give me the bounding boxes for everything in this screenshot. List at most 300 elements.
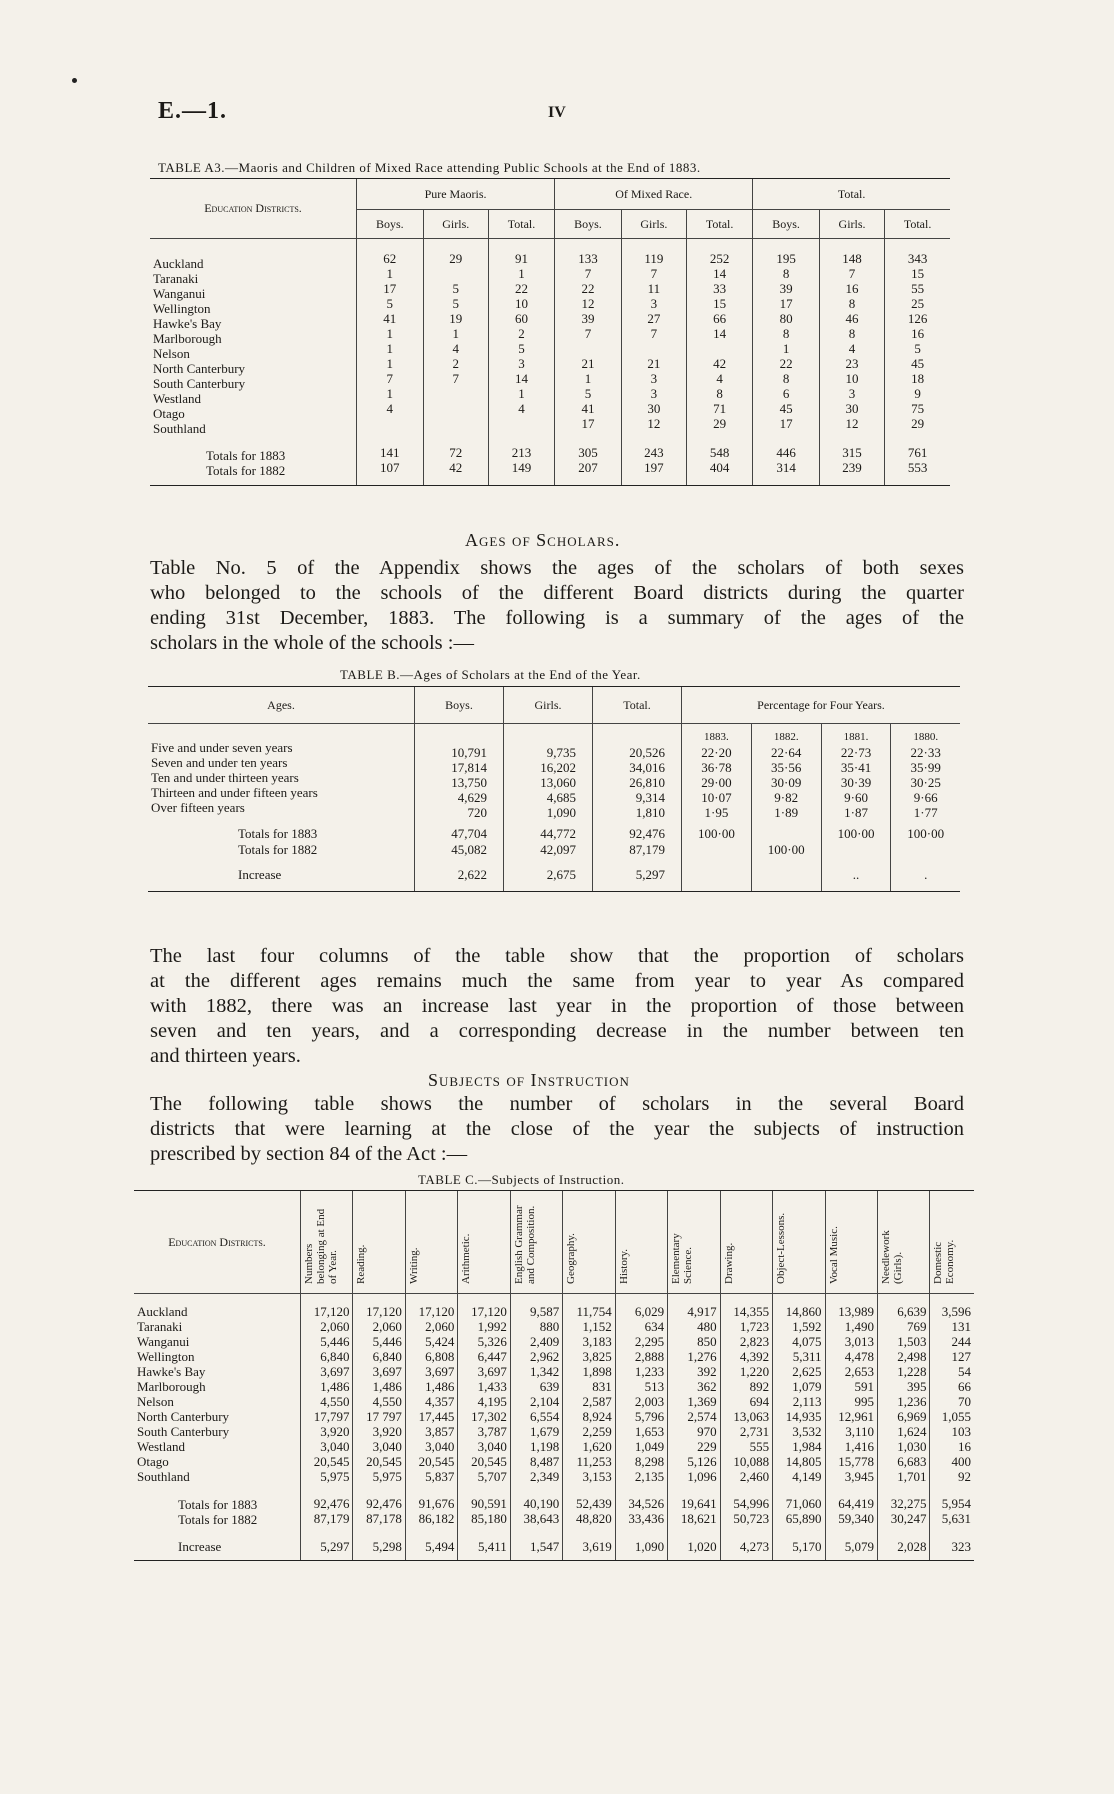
subject-value: 14,860 [785, 1304, 822, 1319]
district-name-value: Nelson [137, 1394, 174, 1409]
a3-mixGirls-value: 3 [650, 386, 658, 401]
subject-value: 1,228 [897, 1364, 927, 1379]
a3-pureBoys-value: 62 [383, 251, 397, 266]
b-p1882-value: 30·09 [771, 774, 802, 790]
subject-value: 1,049 [634, 1439, 665, 1454]
a3-pureBoys-value: 1 [386, 326, 394, 341]
a3-mixTotal-value: 42 [713, 356, 727, 371]
subjects-heading: Subjects of Instruction [428, 1070, 630, 1090]
subject-value: 850 [697, 1334, 717, 1349]
b-total-value: 9,314 [635, 790, 665, 805]
totals-value: 32,275 [890, 1496, 927, 1511]
a3-mixGirls-value: 27 [647, 311, 661, 326]
subject-value: 3,183 [582, 1334, 612, 1349]
district-name-value: Auckland [137, 1304, 188, 1319]
page-number: IV [548, 104, 566, 121]
table-c-caption: TABLE C.—Subjects of Instruction. [418, 1172, 625, 1187]
totals-value: 149 [511, 460, 532, 475]
a3-pureGirls-value [427, 386, 485, 401]
b-boys-value: 10,791 [451, 745, 487, 760]
subject-value: 13,989 [838, 1304, 874, 1319]
b-p1881 [821, 724, 891, 826]
increase-value: 1,090 [615, 1532, 667, 1561]
a3-totTotal-value: 15 [911, 266, 925, 281]
subject-value: 3,697 [477, 1364, 507, 1379]
a3-mixGirls-value [625, 341, 683, 356]
totals-value-cell [720, 1492, 772, 1532]
subject-value: 1,198 [530, 1439, 560, 1454]
subject-value: 1,276 [687, 1349, 717, 1364]
subject-label: Numbers belonging at End of Year. [303, 1208, 339, 1284]
subject-value: 1,486 [425, 1379, 455, 1394]
district-name-value: South Canterbury [137, 1424, 230, 1439]
totals-value: 42 [449, 460, 463, 475]
subject-value: 5,424 [425, 1334, 455, 1349]
subject-value: 6,554 [530, 1409, 560, 1424]
subject-value: 1,701 [897, 1469, 927, 1484]
subject-value: 17,120 [418, 1304, 455, 1319]
a3-pureTotal-value: 4 [518, 401, 525, 416]
subject-value: 17,120 [471, 1304, 507, 1319]
a3-mixBoys-value: 41 [581, 401, 595, 416]
a3-pureGirls-value [427, 266, 485, 281]
subject-value: 15,778 [838, 1454, 874, 1469]
a3-mixBoys-value: 17 [581, 416, 595, 431]
increase-value: 5,079 [825, 1532, 877, 1561]
subject-value: 6,840 [320, 1349, 350, 1364]
subject-value: 2,003 [634, 1394, 665, 1409]
b-total [593, 724, 682, 826]
a3-mixTotal-value: 14 [713, 326, 727, 341]
subject-label: Arithmetic. [460, 1233, 473, 1284]
a3-totGirls-value: 12 [845, 416, 859, 431]
district-name-value: North Canterbury [153, 361, 246, 376]
a3-pureGirls-value: 19 [449, 311, 463, 326]
subject-value: 1,233 [634, 1364, 665, 1379]
increase-total: 5,297 [593, 857, 682, 892]
totals-1883-p1880: 100·00 [891, 825, 960, 842]
subject-value: 970 [697, 1424, 717, 1439]
totals-value: 197 [644, 460, 664, 475]
subject-value: 5,796 [634, 1409, 665, 1424]
subject-value: 2,587 [582, 1394, 612, 1409]
paragraph-line: seven and ten years, and a corresponding decrease in the number between ten [150, 1020, 964, 1042]
subject-column [405, 1294, 457, 1493]
subject-value: 2,962 [530, 1349, 560, 1364]
b-p1881-value: 35·41 [840, 759, 872, 775]
subject-value: 2,731 [739, 1424, 770, 1439]
subject-value: 92 [958, 1469, 971, 1484]
a3-totBoys [753, 239, 820, 442]
subject-column-header [563, 1191, 615, 1294]
a3-totBoys-value: 195 [776, 251, 796, 266]
b-p1882-value: 35·56 [771, 759, 802, 775]
a3-pureTotal-value: 22 [515, 281, 529, 296]
totals-1882-girls: 42,097 [504, 842, 593, 857]
a3-mixBoys-value: 39 [581, 311, 595, 326]
increase-p1881: .. [821, 857, 891, 892]
totals-1882-total: 87,179 [593, 842, 682, 857]
subject-value: 2,574 [687, 1409, 717, 1424]
subject-value: 880 [539, 1319, 560, 1334]
subject-value: 5,975 [320, 1469, 350, 1484]
sub-header: Girls. [621, 210, 686, 239]
subject-value: 1,992 [477, 1319, 507, 1334]
increase-value: 1,020 [668, 1532, 720, 1561]
district-name-value: Marlborough [137, 1379, 206, 1394]
subject-value: 3,697 [320, 1364, 350, 1379]
totals-value: 50,723 [733, 1511, 770, 1526]
a3-totGirls-value: 46 [845, 311, 859, 326]
a3-totTotal-value: 25 [911, 296, 925, 311]
a3-totGirls-value: 4 [848, 341, 856, 356]
a3-mixTotal-value: 71 [713, 401, 727, 416]
a3-mixGirls-value: 21 [647, 356, 661, 371]
subject-value: 400 [951, 1454, 971, 1469]
subject-value: 70 [958, 1394, 971, 1409]
increase-value: 2,028 [877, 1532, 929, 1561]
subject-value: 2,888 [634, 1349, 665, 1364]
paragraph-line: The following table shows the number of scholars in the several Board [150, 1093, 964, 1115]
subject-value: 1,096 [687, 1469, 717, 1484]
subject-value: 4,075 [792, 1334, 822, 1349]
a3-mixTotal-value: 15 [713, 296, 727, 311]
increase-label: Increase [148, 857, 415, 892]
a3-mixTotal-value: 33 [713, 281, 727, 296]
totals-value-cell [357, 441, 424, 486]
subject-value: 2,060 [372, 1319, 402, 1334]
district-name-value: Nelson [153, 346, 190, 361]
subject-value: 4,917 [687, 1304, 717, 1319]
subject-value: 2,113 [792, 1394, 822, 1409]
totals-label: Totals for 1882 [178, 1512, 258, 1527]
subject-value: 5,311 [792, 1349, 822, 1364]
totals-value: 71,060 [785, 1496, 822, 1511]
subject-value: 66 [958, 1379, 971, 1394]
totals-value-cell [825, 1492, 877, 1532]
subject-value: 17 797 [366, 1409, 402, 1424]
paragraph-line: scholars in the whole of the schools :— [150, 632, 474, 654]
a3-totGirls-value: 3 [848, 386, 856, 401]
district-name-value: Westland [153, 391, 202, 406]
age-group-value: Five and under seven years [151, 740, 293, 755]
subject-value: 6,639 [897, 1304, 927, 1319]
totals-value: 548 [709, 445, 730, 460]
proportion-paragraph [150, 944, 964, 1069]
subject-value: 1,723 [739, 1319, 770, 1334]
subject-value: 1,236 [897, 1394, 927, 1409]
subject-value: 4,392 [739, 1349, 770, 1364]
a3-totTotal-value: 55 [911, 281, 925, 296]
subject-value: 6,969 [897, 1409, 927, 1424]
subject-value: 1,030 [897, 1439, 927, 1454]
a3-totGirls-value: 7 [848, 266, 856, 281]
a3-mixBoys [555, 239, 622, 442]
group-header: Of Mixed Race. [555, 179, 753, 210]
b-total-value: 26,810 [629, 775, 665, 790]
a3-pureTotal-value: 91 [515, 251, 529, 266]
increase-value: 3,619 [563, 1532, 615, 1561]
a3-pureBoys-value: 1 [386, 386, 394, 401]
subject-value: 2,409 [530, 1334, 560, 1349]
subject-label: Writing. [407, 1247, 420, 1284]
subject-value: 831 [592, 1379, 612, 1394]
age-group [148, 724, 415, 826]
b-p1881-value: 22·73 [840, 744, 872, 760]
subject-value: 2,498 [897, 1349, 927, 1364]
subject-value: 2,625 [792, 1364, 822, 1379]
totals-value: 553 [907, 460, 928, 475]
paragraph-line: districts that were learning at the close of the year the subjects of instruction [150, 1118, 964, 1140]
subject-column-header [668, 1191, 720, 1294]
b-p1881-value: 1·87 [844, 804, 868, 820]
district-name [134, 1294, 301, 1493]
subject-value: 639 [539, 1379, 560, 1394]
subject-value: 3,153 [582, 1469, 612, 1484]
subject-value: 4,550 [320, 1394, 350, 1409]
subject-value: 1,433 [477, 1379, 507, 1394]
subject-value: 17,445 [418, 1409, 455, 1424]
b-total-value: 1,810 [635, 805, 665, 820]
subject-value: 2,823 [739, 1334, 770, 1349]
subject-value: 3,040 [477, 1439, 507, 1454]
totals-value-cell [353, 1492, 405, 1532]
totals-1883-total: 92,476 [593, 825, 682, 842]
a3-totTotal-value: 18 [911, 371, 925, 386]
sub-header: Total. [687, 210, 753, 239]
a3-mixBoys-value: 5 [584, 386, 592, 401]
totals-value-cell [301, 1492, 353, 1532]
subject-value: 362 [697, 1379, 717, 1394]
totals-1882-label: Totals for 1882 [238, 842, 318, 857]
subject-value: 4,149 [792, 1469, 822, 1484]
district-name [150, 239, 357, 442]
subject-column [825, 1294, 877, 1493]
totals-value-cell [877, 1492, 929, 1532]
subject-value: 3,825 [582, 1349, 612, 1364]
totals-value: 92,476 [313, 1496, 350, 1511]
a3-totBoys-value: 8 [782, 371, 790, 386]
table-a3 [150, 178, 950, 486]
district-name-value: North Canterbury [137, 1409, 230, 1424]
totals-value: 243 [644, 445, 664, 460]
subject-value: 2,060 [320, 1319, 350, 1334]
subject-label: Vocal Music. [827, 1226, 840, 1284]
subject-value: 4,357 [425, 1394, 455, 1409]
subject-value: 3,920 [372, 1424, 402, 1439]
subject-value: 2,060 [425, 1319, 455, 1334]
subject-value: 9,587 [530, 1304, 560, 1319]
a3-pureGirls-value: 2 [452, 356, 459, 371]
subject-label: Needlework (Girls). [879, 1230, 904, 1284]
subject-column [720, 1294, 772, 1493]
district-name-value: Hawke's Bay [137, 1364, 206, 1379]
b-boys-value: 720 [467, 805, 487, 820]
b-boys-value: 4,629 [457, 790, 487, 805]
subject-value: 14,805 [785, 1454, 822, 1469]
subject-value: 8,487 [530, 1454, 560, 1469]
table-b-caption: TABLE B.—Ages of Scholars at the End of the Year. [340, 667, 641, 682]
paragraph-line: The last four columns of the table show that the proportion of scholars [150, 945, 964, 967]
subject-value: 11,253 [576, 1454, 612, 1469]
header-cell: Ages. [148, 687, 415, 724]
totals-value: 305 [578, 445, 598, 460]
totals-value: 59,340 [838, 1511, 874, 1526]
increase-p1883 [682, 857, 752, 892]
age-group-value: Over fifteen years [151, 800, 245, 815]
a3-totGirls-value: 8 [848, 296, 856, 311]
year-label: 1880. [913, 730, 939, 743]
b-p1882 [751, 724, 821, 826]
totals-labels [150, 441, 357, 486]
district-name-value: Otago [137, 1454, 169, 1469]
subject-column-header [825, 1191, 877, 1294]
district-header: Education Districts. [150, 179, 357, 239]
paragraph-line: Table No. 5 of the Appendix shows the ages of the scholars of both sexes [150, 557, 964, 579]
b-p1880-value: 9·66 [913, 789, 938, 805]
subject-value: 1,984 [792, 1439, 822, 1454]
totals-value: 30,247 [890, 1511, 927, 1526]
totals-value: 239 [842, 460, 862, 475]
a3-pureTotal-value: 1 [518, 386, 525, 401]
subject-value: 20,545 [471, 1454, 507, 1469]
b-boys-value: 17,814 [451, 760, 487, 775]
totals-value-cell [510, 1492, 562, 1532]
b-p1883-value: 1·95 [704, 804, 729, 820]
subject-value: 5,707 [477, 1469, 507, 1484]
district-name-value: Wellington [137, 1349, 195, 1364]
subject-value: 480 [697, 1319, 717, 1334]
district-name-value: Wanganui [153, 286, 206, 301]
a3-pureGirls-value [427, 401, 485, 416]
totals-value: 33,436 [628, 1511, 665, 1526]
subject-value: 6,840 [372, 1349, 402, 1364]
a3-pureTotal-value: 14 [515, 371, 529, 386]
subject-value: 1,624 [897, 1424, 927, 1439]
b-p1882-value: 1·89 [774, 804, 799, 820]
a3-mixTotal-value: 66 [713, 311, 727, 326]
subject-column [668, 1294, 720, 1493]
subject-column [930, 1294, 974, 1493]
district-name-value: Westland [137, 1439, 186, 1454]
subject-value: 2,135 [634, 1469, 665, 1484]
a3-pureBoys-value: 41 [383, 311, 397, 326]
b-p1883-value: 22·20 [701, 744, 732, 760]
b-boys-value: 13,750 [451, 775, 487, 790]
paragraph-line: ending 31st December, 1883. The following is a summary of the ages of the [150, 607, 964, 629]
district-name-value: Marlborough [153, 331, 222, 346]
paragraph-line: at the different ages remains much the same from year to year As compared [150, 970, 964, 992]
subject-label: Elementary Science. [670, 1233, 695, 1284]
b-boys [415, 724, 504, 826]
district-header: Education Districts. [134, 1191, 301, 1294]
totals-value: 90,591 [471, 1496, 507, 1511]
a3-pureTotal-value [492, 416, 551, 431]
subject-column [563, 1294, 615, 1493]
b-girls-value: 9,735 [546, 745, 576, 760]
a3-mixTotal-value [690, 341, 749, 356]
a3-mixBoys-value: 22 [581, 281, 595, 296]
subject-value: 14,935 [785, 1409, 822, 1424]
a3-pureBoys-value: 1 [386, 341, 394, 356]
totals-value: 213 [511, 445, 532, 460]
paragraph-line: with 1882, there was an increase last year in the proportion of those between [150, 995, 964, 1017]
subject-value: 8,298 [634, 1454, 665, 1469]
b-p1883 [682, 724, 752, 826]
a3-pureBoys-value [360, 416, 420, 431]
totals-label: Totals for 1883 [206, 448, 286, 463]
increase-p1880: . [891, 857, 960, 892]
age-group-value: Seven and under ten years [151, 755, 288, 770]
age-group-value: Thirteen and under fifteen years [151, 785, 318, 800]
increase-p1882 [751, 857, 821, 892]
subject-value: 395 [906, 1379, 927, 1394]
totals-value-cell [423, 441, 488, 486]
sub-header: Total. [488, 210, 554, 239]
a3-totGirls-value: 16 [845, 281, 859, 296]
b-p1883-value: 10·07 [701, 789, 732, 805]
subject-value: 3,040 [425, 1439, 455, 1454]
subject-value: 17,120 [366, 1304, 402, 1319]
year-label: 1883. [704, 730, 729, 743]
subject-value: 131 [951, 1319, 971, 1334]
subject-value: 5,975 [372, 1469, 402, 1484]
totals-labels [134, 1492, 301, 1532]
totals-value: 34,526 [628, 1496, 665, 1511]
subject-column [510, 1294, 562, 1493]
subject-column [773, 1294, 825, 1493]
a3-pureBoys-value: 4 [386, 401, 394, 416]
totals-value: 446 [776, 445, 796, 460]
a3-pureTotal-value: 10 [515, 296, 529, 311]
totals-1883-label: Totals for 1883 [238, 826, 318, 841]
a3-mixTotal-value: 14 [713, 266, 727, 281]
a3-pureGirls-value [427, 416, 485, 431]
a3-totTotal [885, 239, 950, 442]
a3-mixBoys-value: 133 [578, 251, 598, 266]
totals-1883-p1882 [751, 825, 821, 842]
ages-paragraph [150, 556, 964, 656]
totals-value: 141 [380, 445, 400, 460]
subject-column-header [353, 1191, 405, 1294]
a3-mixTotal [687, 239, 753, 442]
subject-value: 2,295 [634, 1334, 665, 1349]
totals-value-cell [668, 1492, 720, 1532]
report-code: E.—1. [158, 98, 228, 124]
subject-value: 6,808 [425, 1349, 455, 1364]
b-p1880 [891, 724, 960, 826]
subject-value: 1,055 [941, 1409, 971, 1424]
district-name-value: Hawke's Bay [153, 316, 222, 331]
subject-value: 513 [644, 1379, 665, 1394]
subject-value: 1,490 [844, 1319, 874, 1334]
subjects-paragraph [150, 1092, 964, 1167]
totals-value-cell [753, 441, 820, 486]
district-name-value: Taranaki [137, 1319, 183, 1334]
table-c [134, 1190, 974, 1561]
totals-value: 92,476 [366, 1496, 402, 1511]
totals-value-cell [687, 441, 753, 486]
subject-value: 769 [906, 1319, 927, 1334]
a3-pureGirls-value: 1 [452, 326, 459, 341]
totals-value: 207 [578, 460, 598, 475]
b-p1882-value: 9·82 [774, 789, 799, 805]
subject-value: 1,486 [320, 1379, 350, 1394]
subject-value: 127 [951, 1349, 971, 1364]
totals-value: 87,179 [313, 1511, 350, 1526]
year-label: 1882. [773, 730, 799, 743]
district-name-value: Auckland [153, 256, 204, 271]
